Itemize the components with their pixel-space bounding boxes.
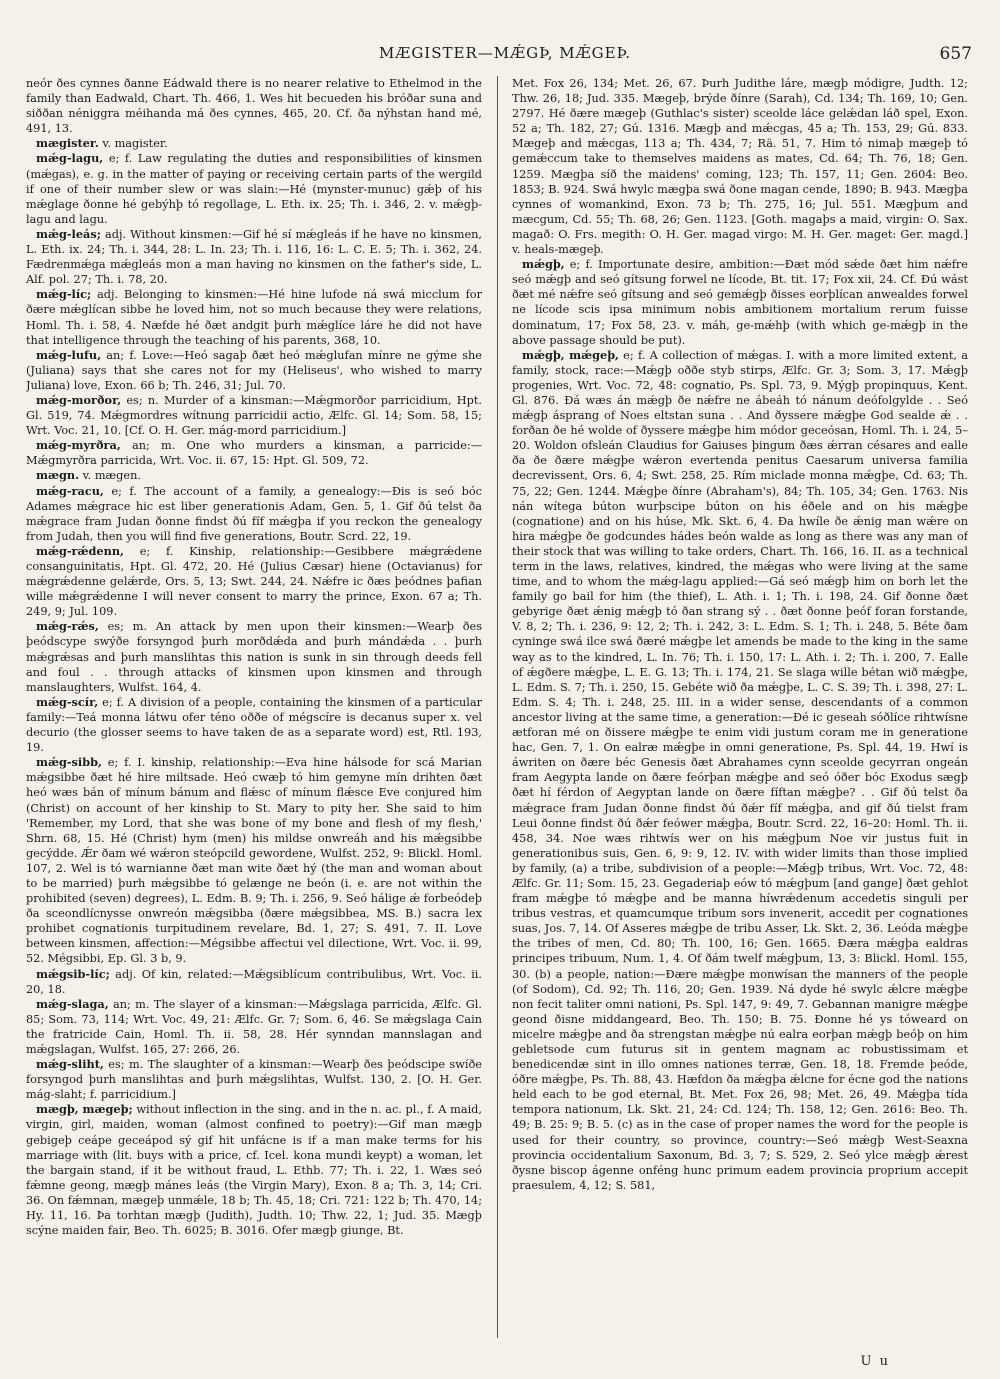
left-column xyxy=(26,76,482,1352)
entry-text: e; f. I. kinship, relationship:—Eva hine hálsode for scá Marian mǽgsibbe ðæt hé hire miltsade. Heó cwæþ tó him gemyne mín drihten ðæt heó wæs bán of mínum bánum and flǽsc of mínum flǽsce Eve conjured him (Christ) on account of her kinship to St. Mary to pity her. She said to him 'Remember, my Lord, that she was bone of my bone and flesh of my flesh,' Shrn. 68, 15. Hé (Christ) hym (men) his mildse onwreáh and his mǽgsibbe gecýdde. Ǽr ðam wé wǽron steópcild gewordene, Wulfst. 252, 9: Blickl. Homl. 107, 2. Wel is tó warnianne ðæt man wite ðæt hý (the man and woman about to be married) þurh mǽgsibbe tó gelænge ne beón (i. e. are not within the prohibited (seven) degrees), L. Edm. B. 9; Th. i. 256, 9. Seó hálige ǽ forbeódeþ ða sceondlícnysse onwreón mǽgsibba (ðære mǽgsibbea, MS. B.) sacra lex prohibet cognationis turpitudinem revelare, Bd. 1, 27; S. 491, 7. II. Love between kinsmen, affection:—Mégsibbe affectui vel dilectione, Wrt. Voc. ii. 99, 52. Mégsibbi, Ep. Gl. 3 b, 9. xyxy=(26,756,482,966)
dictionary-entry xyxy=(26,136,482,151)
dictionary-entry xyxy=(26,997,482,1057)
entry-text: e; f. The account of a family, a genealogy:—Ðis is seó bóc Adames mǽgrace hic est liber generationis Adam, Gen. 5, 1. Gif ðú telst ða mǽgrace fram Judan ðonne findst ðú fíf mǽgþa if you reckon the genealogy from Judah, then you will find five generations, Boutr. Scrd. 22, 19. xyxy=(26,484,482,543)
headword: mǽg-rǽdenn, xyxy=(36,543,124,558)
entry-text: adj. Without kinsmen:—Gif hé sí mǽgleás if he have no kinsmen, L. Eth. ix. 24; Th. i. 344, 28: L. In. 23; Th. i. 116, 16: L. C. E. 5; Th. i. 362, 24. Fædrenmǽga mǽgleás mon a man having no kinsmen on the father's side, L. Alf. pol. 27; Th. i. 78, 20. xyxy=(26,227,482,287)
headword: mǽg-myrðra, xyxy=(36,438,121,453)
headword: mǽg-rǽs, xyxy=(36,619,99,634)
dictionary-entry xyxy=(26,393,482,438)
entry-text: adj. Of kin, related:—Mǽgsiblícum contribulibus, Wrt. Voc. ii. 20, 18. xyxy=(26,967,482,996)
headword: mǽg-racu, xyxy=(36,483,104,498)
entry-text: es; m. An attack by men upon their kinsmen:—Wearþ ðes þeódscype swýðe forsyngod þurh morðdǽda and þurh mándǽda . . þurh mǽgrǽsas and þurh manslihtas this nation is sunk in sin through deeds fell and foul . . through attacks of kinsmen upon kinsmen and through manslaughters, Wulfst. 164, 4. xyxy=(26,620,482,694)
headword: mǽg-sliht, xyxy=(36,1057,104,1072)
dictionary-entry xyxy=(26,348,482,393)
dictionary-entry xyxy=(26,484,482,544)
dictionary-entry xyxy=(26,1102,482,1238)
headword: mægn. xyxy=(36,468,80,483)
headword: mǽgþ, xyxy=(522,257,565,272)
dictionary-entry xyxy=(26,755,482,966)
signature-mark: U u xyxy=(860,1354,890,1369)
headword: mǽg-líc; xyxy=(36,287,92,302)
entry-list xyxy=(26,136,482,1238)
dictionary-entry xyxy=(26,227,482,287)
entry-text: es; m. The slaughter of a kinsman:—Wearþ ðes þeódscipe swíðe forsyngod þurh manslihtas and þurh mǽgslihtas, Wulfst. 130, 2. [O. H. Ger. mág-slaht; f. parricidium.] xyxy=(26,1058,482,1102)
entry-list xyxy=(512,257,968,1193)
dictionary-entry xyxy=(512,348,968,1193)
continuation-text: Met. Fox 26, 134; Met. 26, 67. Þurh Judithe láre, mægþ módigre, Judth. 12; Thw. 26, 18; Jud. 335. Mægeþ, brýde ðínre (Sarah), Cd. 134; Th. 169, 10; Gen. 2797. Hé ðære mægeþ (Guthlac's sister) sceolde láce gelǽdan láð spel, Exon. 52 a; Th. 182, 27; Gú. 1316. Mægþ and mǽcgas, 45 a; Th. 153, 29; Gú. 833. Mægeþ and mǽcgas, 113 a; Th. 434, 7; Rä. 51, 7. Him tó nimaþ mægeþ tó gemǽccum take to themselves maidens as mates, Cd. 64; Th. 76, 18; Gen. 1259. Mægþa síð the maidens' coming, 123; Th. 157, 11; Gen. 2604: Beo. 1853; B. 924. Swá hwylc mægþa swá ðone magan cende, 1890; B. 943. Mægþa cynnes of womankind, Exon. 73 b; Th. 275, 16; Jul. 551. Mægþum and mæcgum, Cd. 55; Th. 68, 26; Gen. 1123. [Goth. magaþs a maid, virgin: O. Sax. magað: O. Frs. megith: O. H. Ger. magad virgo: M. H. Ger. maget: Ger. magd.] v. heals-mægeþ. xyxy=(512,77,968,257)
page-number: 657 xyxy=(939,44,972,64)
entry-text: an; m. The slayer of a kinsman:—Mǽgslaga parricida, Ælfc. Gl. 85; Som. 73, 114; Wrt. Voc. 49, 21: Ælfc. Gr. 7; Som. 6, 46. Se mǽgslaga Cain the fratricide Cain, Homl. Th. ii. 58, 28. Hér synndan mannslagan and mǽgslagan, Wulfst. 165, 27: 266, 26. xyxy=(26,997,482,1056)
headword: mǽg-sibb, xyxy=(36,755,102,770)
entry-text: an; f. Love:—Heó sagaþ ðæt heó mǽglufan mínre ne gýme she (Juliana) says that she cares not for my (Heliseus', who wished to marry Juliana) love, Exon. 66 b; Th. 246, 31; Jul. 70. xyxy=(26,348,482,392)
dictionary-entry xyxy=(26,151,482,226)
entry-text: e; f. Law regulating the duties and responsibilities of kinsmen (mǽgas), e. g. in the matter of paying or receiving certain parts of the wergild if one of their number slew or was slain:—Hé (mynster-munuc) gǽþ of his mǽglage ðonne hé gebýhþ tó regollage, L. Eth. ix. 25; Th. i. 346, 2. v. mǽgþ-lagu and lagu. xyxy=(26,152,482,226)
entry-text: e; f. A collection of mǽgas. I. with a more limited extent, a family, stock, race:—Mǽgþ oððe styb stirps, Ælfc. Gr. 3; Som. 3, 17. Mǽgþ progenies, Wrt. Voc. 72, 48: cognatio, Ps. Spl. 73, 9. Mýgþ propinquus, Kent. Gl. 876. Ðá wæs án mǽgþ ðe nǽfre ne ábeáh tó nánum deófolgylde . . Seó mǽgþ ásprang of Noes eltstan suna . . And ðyssere mǽgþe God sealde ǽ . . forðan ðe hé wolde of ðyssere mǽgþe him módor geceósan, Homl. Th. i. 24, 5–20. Woldon ofsleán Claudius for Gaiuses þingum ðæs ǽrran césares and ealle ða ðe ðære mǽgþe wǽron evertenda penitus Caesarum universa familia decrevissent, Ors. 6, 4; Swt. 258, 25. Rím miclade monna mǽgþe, Cd. 63; Th. 75, 22; Gen. 1244. Mǽgþe ðínre (Abraham's), 84; Th. 105, 34; Gen. 1763. Nis nán wítega búton wurþscipe búton on his éðele and on his mǽgþe (cognatione) and on his húse, Mk. Skt. 6, 4. Ða hwíle ðe ǽnig man wǽre on hira mǽgþe ðe godcundes hádes beón walde as long as there was any man of their stock that was willing to take orders, Chart. Th. 166, 16. II. as a technical term in the laws, relatives, kindred, the mǽgas who were living at the same time, and to whom the mǽg-lagu applied:—Gá seó mǽgþ him on borh let the family go bail for him (the thief), L. Ath. i. 1; Th. i. 198, 24. Gif ðonne ðæt gebyrige ðæt ǽnig mǽgþ tó ðan strang sý . . ðæt ðonne þeóf foran forstande, V. 8, 2; Th. i. 236, 9: 12, 2; Th. i. 242, 3: L. Edm. S. 1; Th. i. 248, 5. Béte ðam cyninge swá ilce swá ðæré mǽgþe let amends be made to the king in the same way as to the kindred, L. In. 76; Th. i. 150, 17: L. Ath. i. 2; Th. i. 200, 7. Ealle of ǽgðere mǽgþe, L. E. G. 13; Th. i. 174, 21. Se slaga wille bétan wið mǽgþe, L. Edm. S. 7; Th. i. 250, 15. Gebéte wið ða mǽgþe, L. C. S. 39; Th. i. 398, 27: L. Edm. S. 4; Th. i. 248, 25. III. in a wider sense, descendants of a common ancestor living at the same time, a generation:—Ðé ic geseah sóðlíce rihtwísne ætforan mé on ðissere mǽgþe te enim vidi justum coram me in generatione hac, Gen. 7, 1. On ealræ mǽgþe in omni generatione, Ps. Spl. 44, 19. Hwí is áwriten on ðære béc Genesis ðæt Abrahames cynn sceolde gecyrran ongeán fram Aegypta lande on ðære feórþan mǽgþe and seó óðer bóc Exodus sægþ ðæt hí férdon of Aegyptan lande on ðære fíftan mǽgþe? . . Gif ðú telst ða mǽgrace fram Judan ðonne findst ðú ðǽr fíf mǽgþa, and gif ðú tielst fram Leui ðonne findst ðú ðǽr feówer mǽgþa, Boutr. Scrd. 22, 16–20: Homl. Th. ii. 458, 34. Noe wæs rihtwís wer on his mǽgþum Noe vir justus fuit in generationibus suis, Gen. 6, 9: 9, 12. IV. with wider limits than those implied by family, (a) a tribe, subdivision of a people:—Mǽgþ tribus, Wrt. Voc. 72, 48: Ælfc. Gr. 11; Som. 15, 23. Gegaderiaþ eów tó mǽgþum [and gange] ðæt gehlot fram mǽgþe tó mǽgþe and be manna híwrǽdenum accedetis singuli per tribus vestras, et quamcumque tribum sors invenerit, accedit per cognationes suas, Jos. 7, 14. Of Asseres mǽgþe de tribu Asser, Lk. Skt. 2, 36. Leóda mǽgþe the tribes of men, Cd. 80; Th. 100, 16; Gen. 1665. Ðæra mǽgþa ealdras principes tribuum, Num. 1, 4. Of ðám twelf mǽgþum, 13, 3: Blickl. Homl. 155, 30. (b) a people, nation:—Ðære mǽgþe monwísan the manners of the people (of Sodom), Cd. 92; Th. 116, 20; Gen. 1939. Ná dyde hé swylc ǽlcre mǽgþe non fecit taliter omni nationi, Ps. Spl. 147, 9: 49, 7. Gebannan manigre mǽgþe geond ðisne middangeard, Beo. Th. 150; B. 75. Ðonne hé ys tóweard on micelre mǽgþe and ða strengstan mǽgþe nú ealra eorþan mǽgþ beóþ on him gebletsode cum futurus sit in gentem magnam ac robustissimam et benedicendæ sint in illo omnes nationes terræ, Gen. 18, 18. Fremde þeóde, óðre mǽgþe, Ps. Th. 88, 43. Hæfdon ða mǽgþa ǽlcne for écne god the nations held each to be god eternal, Bt. Met. Fox 26, 98; Met. 26, 49. Mǽgþa tída tempora nationum, Lk. Skt. 21, 24: Cd. 124; Th. 158, 12; Gen. 2616: Beo. Th. 49; B. 25: 9; B. 5. (c) as in the case of proper names the word for the people is used for their country, so province, country:—Seó mǽgþ West-Seaxna provincia occidentalium Saxonum, Bd. 3, 7; S. 529, 2. Seó ylce mǽgþ ǽrest ðysne biscop ágenne onféng hunc primum eadem provincia proprium accepit praesulem, 4, 12; S. 581, xyxy=(512,348,968,1192)
headword: mægister. xyxy=(36,136,99,151)
column-divider xyxy=(497,76,498,1338)
headword: mǽg-leás; xyxy=(36,226,101,241)
running-title: MÆGISTER—MǼGÞ, MǼGEÞ. xyxy=(378,44,632,62)
headword: mǽgþ, mǽgeþ, xyxy=(522,347,619,362)
headword: mǽg-slaga, xyxy=(36,996,109,1011)
headword: mǽg-morðor, xyxy=(36,392,122,407)
dictionary-entry xyxy=(26,438,482,468)
entry-text: e; f. A division of a people, containing the kinsmen of a particular family:—Teá monna látwu ofer téno oððe of mégscíre is decanus super x. vel decurio (the glosser seems to have taken de as a separate word) est, Rtl. 193, 19. xyxy=(26,695,482,755)
headword: mǽg-scír, xyxy=(36,694,99,709)
headword: mǽg-lufu, xyxy=(36,347,102,362)
right-column xyxy=(512,76,968,1352)
dictionary-entry xyxy=(26,468,482,483)
dictionary-entry xyxy=(26,1057,482,1102)
dictionary-entry xyxy=(26,544,482,619)
entry-text: without inflection in the sing. and in the n. ac. pl., f. A maid, virgin, girl, maiden, woman (almost confined to poetry):—Gif man mægþ gebigeþ ceápe geceápod sý gif hit unfácne is if a man make terms for his marriage with (lit. buys with a price, cf. Icel. kona mundi keypt) a woman, let the bargain stand, if it be without fraud, L. Ethb. 77; Th. i. 22, 1. Wæs seó fǽmne geong, mægþ mánes leás (the Virgin Mary), Exon. 8 a; Th. 3, 14; Cri. 36. On fǽmnan, mægeþ unmǽle, 18 b; Th. 45, 18; Cri. 721: 122 b; Th. 470, 14; Hy. 11, 16. Þa torhtan mægþ (Judith), Judth. 10; Thw. 22, 1; Jud. 35. Mægþ scýne maiden fair, Beo. Th. 6025; B. 3016. Ofer mægþ giunge, Bt. xyxy=(26,1103,482,1238)
dictionary-entry xyxy=(26,695,482,755)
entry-text: e; f. Importunate desire, ambition:—Ðæt mód sǽde ðæt him nǽfre seó mǽgþ and seó gítsung forwel ne lícode, Bt. tit. 17; Fox xii, 24. Cf. Ðú wást ðæt mé nǽfre seó gítsung and seó gemǽgþ ðisses eorþlícan anwealdes forwel ne lícode scis ipsa minimum nobis ambitionem mortalium rerum fuisse dominatum, 17; Fox 58, 23. v. máh, ge-mǽhþ (with which ge-mǽgþ in the above passage should be put). xyxy=(512,258,968,347)
headword: mægþ, mægeþ; xyxy=(36,1102,133,1117)
entry-text: es; n. Murder of a kinsman:—Mǽgmorðor parricidium, Hpt. Gl. 519, 74. Mǽgmordres wítnung parricidii actio, Ælfc. Gl. 14; Som. 58, 15; Wrt. Voc. 21, 10. [Cf. O. H. Ger. mág-mord parricidium.] xyxy=(26,393,482,438)
entry-text: adj. Belonging to kinsmen:—Hé hine lufode ná swá micclum for ðære mǽglícan sibbe he loved him, not so much because they were relations, Homl. Th. i. 58, 4. Næfde hé ðæt andgit þurh mǽglíce láre he did not have that intelligence through the teaching of his parents, 368, 10. xyxy=(26,288,482,347)
entry-text: e; f. Kinship, relationship:—Gesibbere mǽgrǽdene consanguinitatis, Hpt. Gl. 472, 20. Hé (Julius Cæsar) hiene (Octavianus) for mǽgrǽdenne gelǽrde, Ors. 5, 13; Swt. 244, 24. Nǽfre ic ðæs þeódnes þafian wille mǽgrǽdenne I will never consent to marry the prince, Exon. 67 a; Th. 249, 9; Jul. 109. xyxy=(26,544,482,619)
continuation-text: neór ðes cynnes ðanne Eádwald there is no nearer relative to Ethelmod in the family than Eadwald, Chart. Th. 466, 1. Wes hit becueden his bróðar suna and siððan néniggra méihanda má ðes cynnes, 465, 20. Cf. ða nýhstan hand mé, 491, 13. xyxy=(26,77,482,136)
headword: mǽgsib-líc; xyxy=(36,966,110,981)
entry-text: v. magister. xyxy=(98,137,168,151)
entry-text: an; m. One who murders a kinsman, a parricide:—Mǽgmyrðra parricida, Wrt. Voc. ii. 67, 15: Hpt. Gl. 509, 72. xyxy=(26,439,482,468)
headword: mǽg-lagu, xyxy=(36,151,104,166)
dictionary-entry xyxy=(26,967,482,997)
dictionary-entry xyxy=(26,287,482,347)
dictionary-entry xyxy=(512,257,968,348)
dictionary-entry xyxy=(26,619,482,694)
entry-text: v. mægen. xyxy=(79,469,141,483)
